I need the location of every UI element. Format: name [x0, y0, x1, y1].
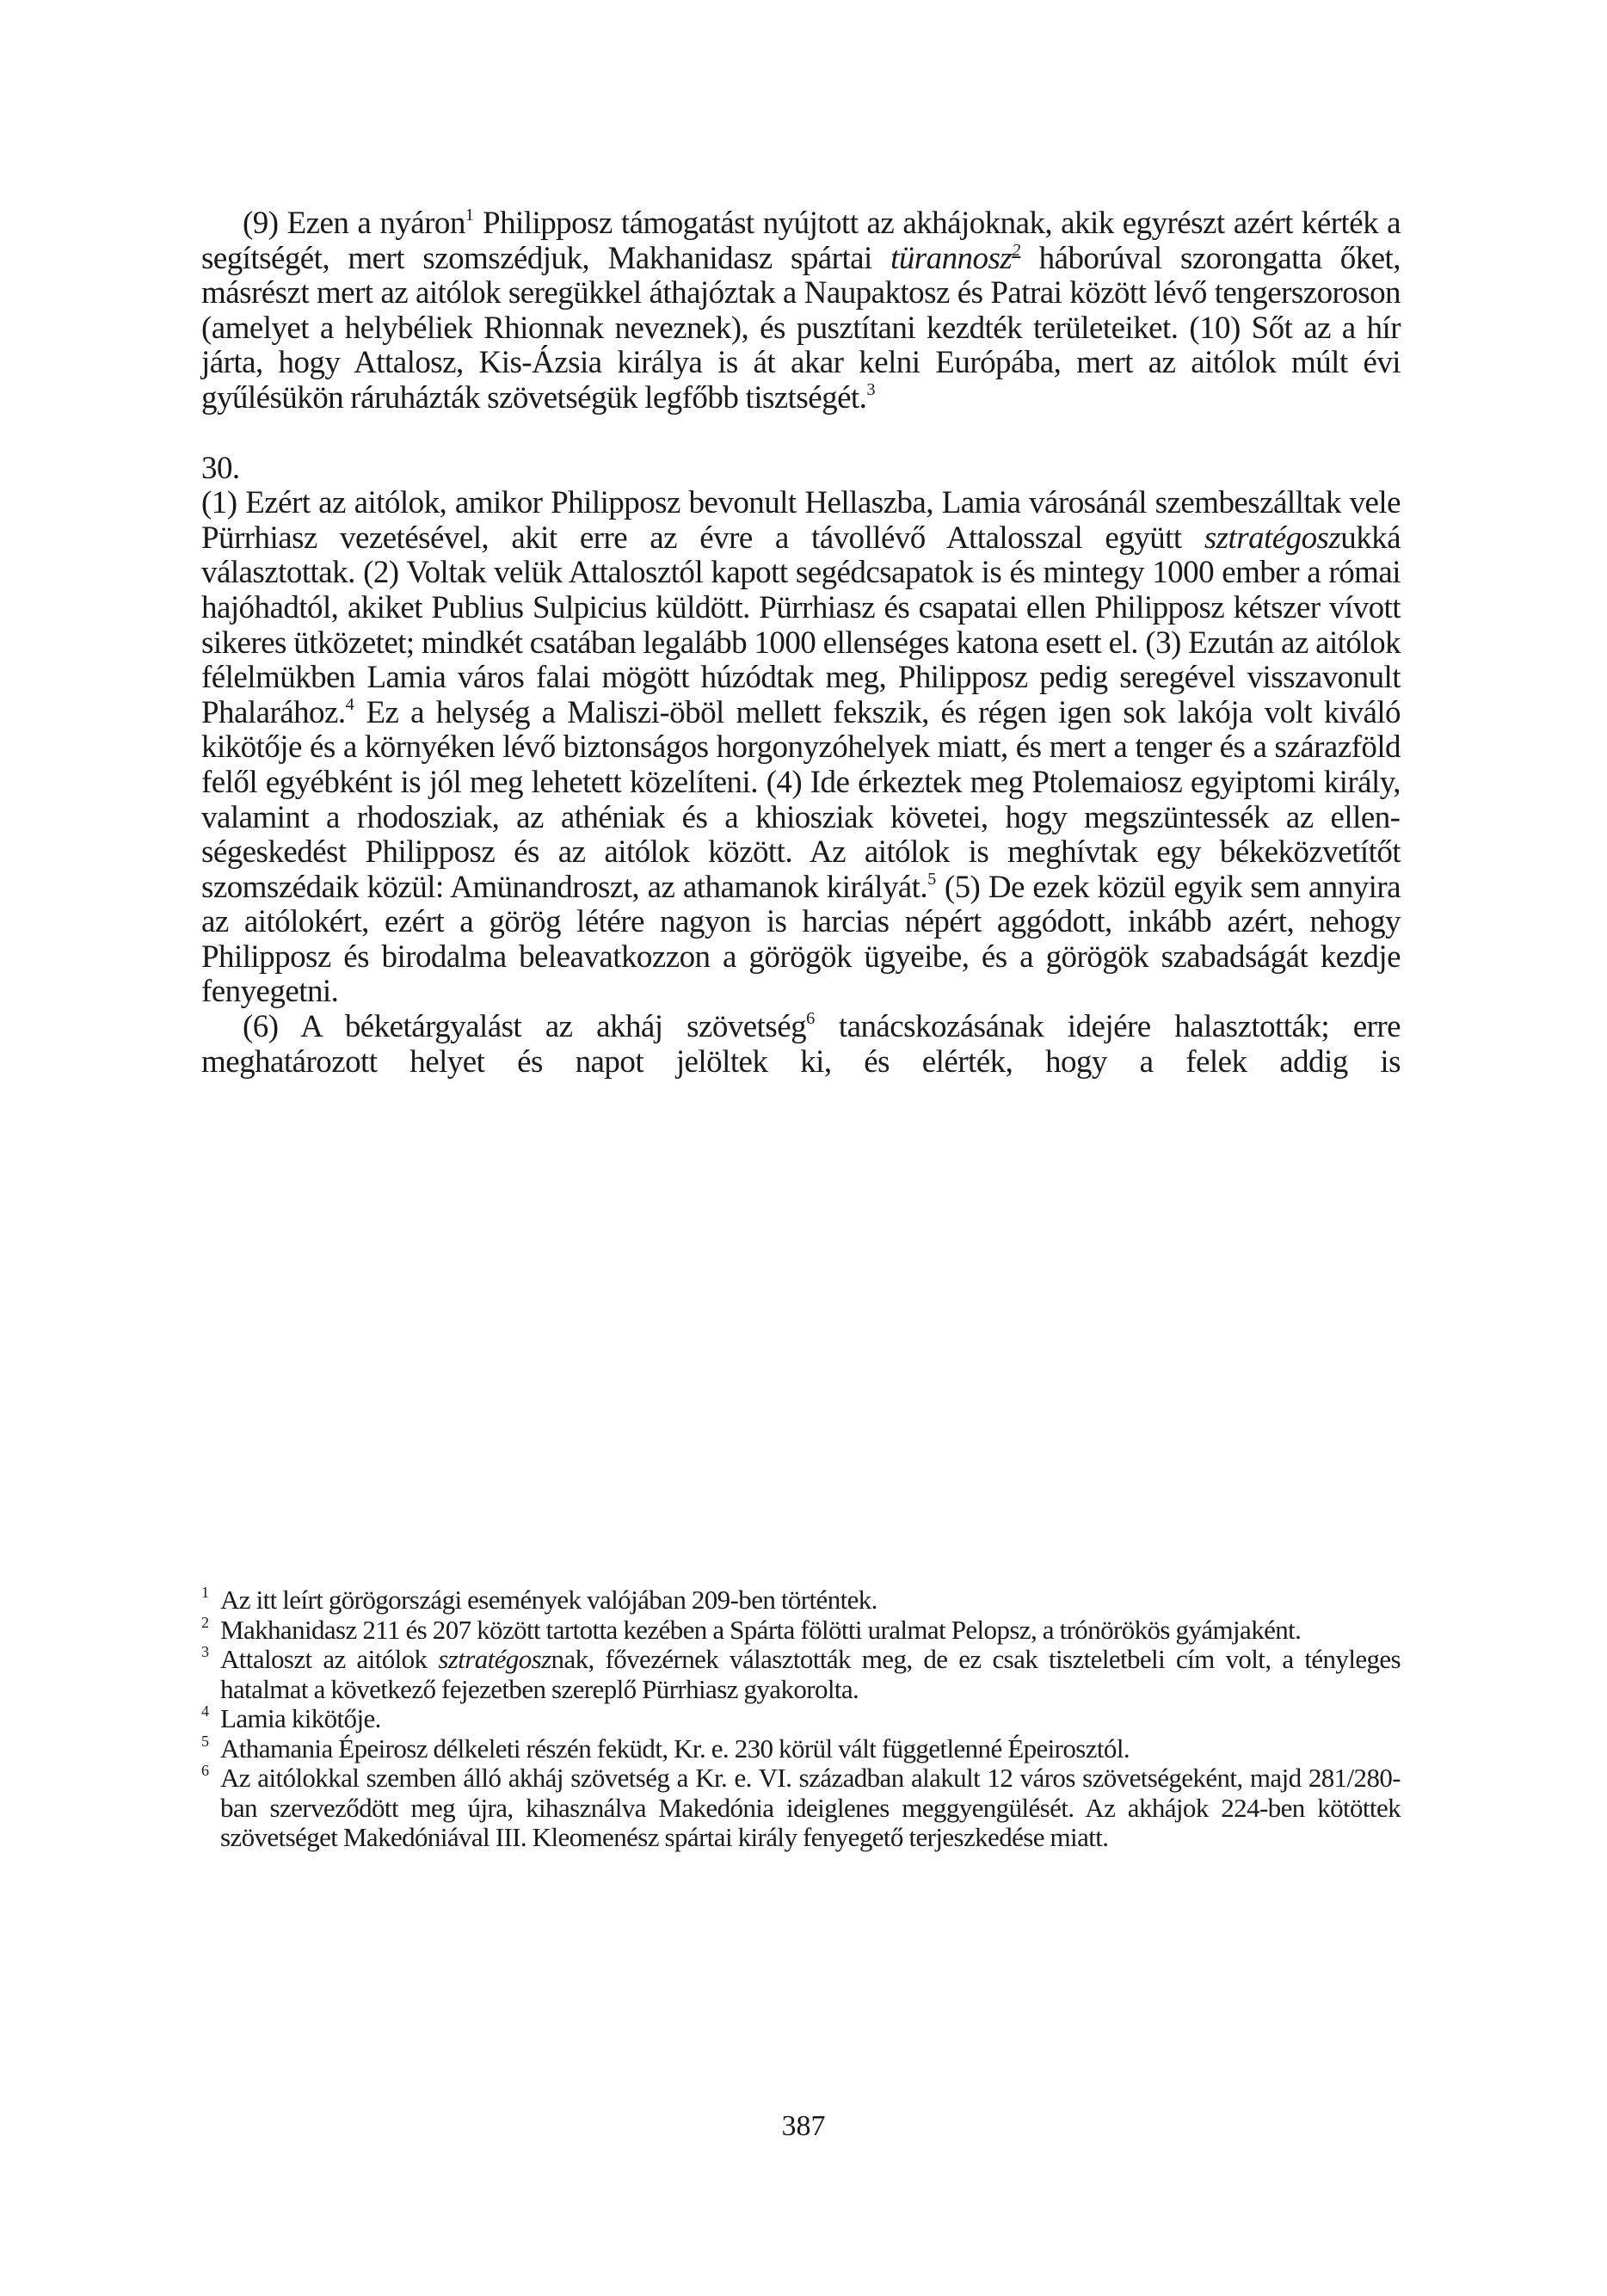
footnote-text: Az aitólokkal szemben álló akháj szövetség a Kr. e. VI. században alakult 12 város szövetségeként, majd 281/280-ban szerveződött meg újra, kihasználva Makedónia ideiglenes meggyengülését. Az akhájok 224-ben kötöttek szövetséget Makedóniával III. Kleomenész spártai király fenyegető terjeszkedése miatt.	[220, 1763, 1401, 1852]
text-run: (1) Ezért az aitólok, amikor Philipposz bevonult Hellaszba, Lamia városánál szembeszálltak vele Pürrhiasz vezetésével, akit erre az évre a távollévő Attalosszal együtt	[201, 485, 1401, 556]
italic-term-sztrategosz: sztratégosz	[438, 1644, 551, 1674]
footnote-mark: 4	[201, 1702, 209, 1720]
footnote-mark: 3	[201, 1643, 209, 1660]
text-run: Philipposz támogatást nyújtott az akhájoknak, akik egyrészt azért kérték a segítségét, mert szomszédjuk, Makhanidasz spártai	[201, 206, 1401, 276]
text-run: tanácskozásának idejére halasztották; erre meghatározott helyet és napot jelöltek ki, és elérték, hogy a felek addig is	[201, 1009, 1401, 1080]
paragraph-1-5	[201, 486, 1401, 1010]
footnote-mark: 2	[201, 1613, 209, 1631]
text-run: (6) A béketárgyalást az akháj szövetség	[243, 1009, 807, 1045]
footnote-1	[201, 1585, 1401, 1616]
footnote-ref-1[interactable]: 1	[465, 205, 474, 225]
footnote-5	[201, 1734, 1401, 1764]
footnote-text: Athamania Épeirosz délkeleti részén feküdt, Kr. e. 230 körül vált függetlenné Épeirosztól.	[220, 1733, 1130, 1764]
footnote-ref-5[interactable]: 5	[927, 869, 937, 889]
text-run: (5) De ezek közül egyik sem annyira az aitólokért, ezért a görög létére nagyon is harcias népért aggódott, inkább azért, nehogy Philipposz és birodalma beleavatkozzon a görögök ügyeibe, és a görögök szabadságát kezdje fenyegetni.	[201, 869, 1401, 1010]
italic-term-turannosz: türannosz	[890, 240, 1013, 276]
page-body	[201, 206, 1401, 1080]
footnote-mark: 5	[201, 1732, 209, 1750]
footnote-ref-2[interactable]: 2	[1012, 240, 1021, 260]
main-text	[201, 206, 1401, 1080]
footnote-2	[201, 1613, 1401, 1646]
text-run: ukká választottak. (2) Voltak velük Attalosztól kapott segédcsapatok is és mintegy 1000 ember a római hajóhadtól, akiket Publius Sulpicius küldött. Pürrhiasz és csapatai ellen Philipposz kétszer vívott sikeres ütközetet; mindkét csatában legalább 1000 ellenséges katona esett el. (3) Ezután az aitólok félelmükben Lamia város falai mögött húzódtak meg, Philipposz pedig seregével visszavonult Phalarához.	[201, 520, 1401, 730]
footnote-mark: 6	[201, 1762, 209, 1779]
footnotes	[201, 1585, 1401, 1853]
footnote-ref-6[interactable]: 6	[806, 1008, 816, 1028]
footnote-text: Az itt leírt görögországi események valójában 209-ben történtek.	[220, 1585, 877, 1615]
footnote-ref-3[interactable]: 3	[866, 379, 876, 399]
footnote-text: Attaloszt az aitólok	[220, 1644, 439, 1674]
footnote-ref-4[interactable]: 4	[345, 694, 354, 714]
italic-term-sztrategosz: sztratégosz	[1204, 520, 1341, 556]
footnote-4	[201, 1704, 1401, 1734]
text-run: (9) Ezen a nyáron	[243, 206, 465, 241]
text-run: Ez a helység a Maliszi-öböl mellett fekszik, és régen igen sok lakója volt kiváló kikötője és a környéken lévő biztonságos horgonyzóhelyek miatt, és mert a tenger és a szárazföld felől egyébként is jól meg lehetett közelíteni. (4) Ide érkeztek meg Ptolemaiosz egyiptomi király, valamint a rhodosziak, az athéniak és a khiosziak követei, hogy megszüntessék az ellenségeskedést Philipposz és az aitólok között. Az aitólok is meghívtak egy békeközvetítőt szomszédaik közül: Amünandroszt, az athamanok királyát.	[201, 694, 1401, 905]
footnote-3	[201, 1645, 1401, 1704]
text-run: háborúval szorongatta őket, másrészt mert az aitólok seregükkel áthajóztak a Naupaktosz és Patrai között lévő tengerszoroson (amelyet a helybéliek Rhionnak neveznek), és pusztítani kezdték területeiket. (10) Sőt az a hír járta, hogy Attalosz, Kis-Ázsia királya is át akar kelni Európába, mert az aitólok múlt évi gyűlésükön ráruházták szövetségük legfőbb tisztségét.	[201, 240, 1401, 415]
footnote-text: Makhanidasz 211 és 207 között tartotta kezében a Spárta fölötti uralmat Pelopsz, a trónörökös gyámjaként.	[220, 1614, 1302, 1645]
paragraph-9-10	[201, 206, 1401, 416]
footnote-mark: 1	[201, 1584, 209, 1601]
footnote-text: Lamia kikötője.	[220, 1703, 381, 1733]
chapter-heading: 30.	[201, 450, 240, 486]
page-number: 387	[781, 2110, 826, 2142]
footnote-6	[201, 1764, 1401, 1853]
footnote-text: nak, fővezérnek választották meg, de ez csak tiszteletbeli cím volt, a tényleges hatalmat a következő fejezetben szereplő Pürrhiasz gyakorolta.	[220, 1644, 1401, 1704]
paragraph-6	[201, 1010, 1401, 1080]
